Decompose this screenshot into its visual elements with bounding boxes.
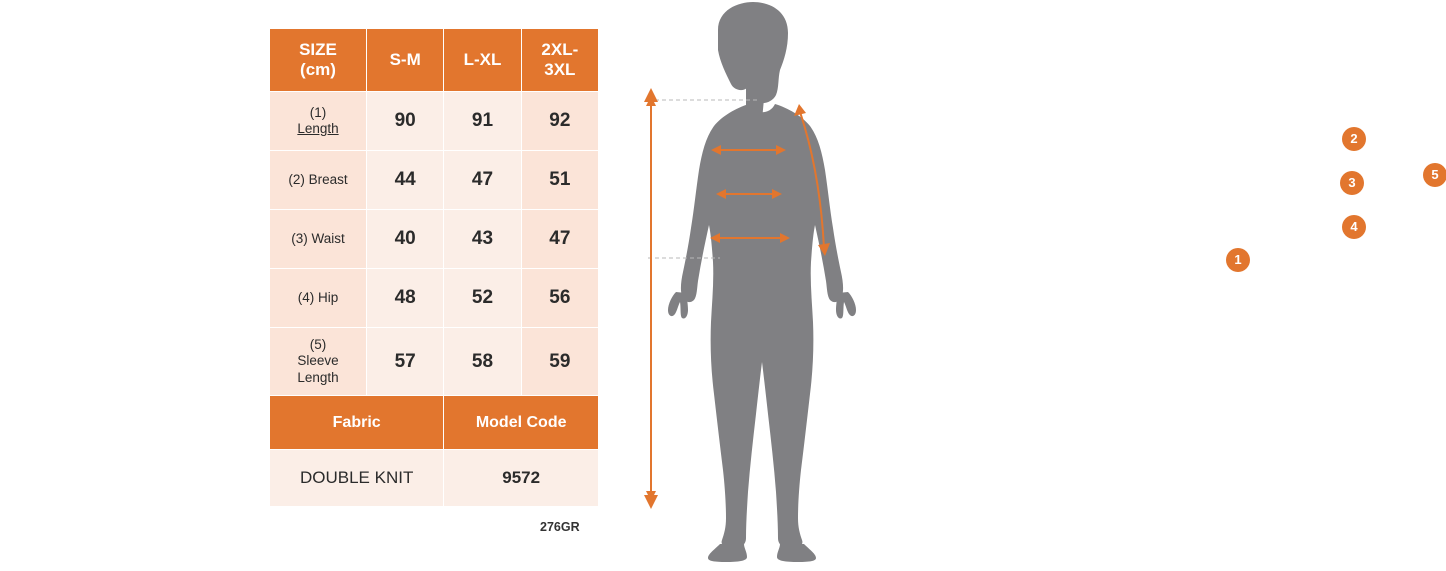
- header-size: [270, 29, 367, 92]
- table-header-row: [270, 29, 599, 92]
- marker-2: 2: [1343, 128, 1365, 150]
- cell-sleeve-2xl3xl: 59: [521, 328, 598, 396]
- cell-hip-lxl: 52: [444, 269, 521, 328]
- header-size-line2: (cm): [300, 60, 336, 79]
- header-model-code: Model Code: [444, 396, 599, 450]
- cell-length-sm: 90: [367, 92, 444, 151]
- marker-5: 5: [1424, 164, 1446, 186]
- row-label-line1: (4) Hip: [297, 289, 339, 305]
- row-label-waist: [270, 210, 367, 269]
- row-label-line1: (1): [309, 104, 327, 120]
- fabric-weight-note: 276GR: [540, 520, 580, 534]
- row-label-sleeve-length: [270, 328, 367, 396]
- cell-breast-sm: 44: [367, 151, 444, 210]
- model-figure-diagram: [610, 0, 1439, 571]
- cell-length-lxl: 91: [444, 92, 521, 151]
- cell-waist-lxl: 43: [444, 210, 521, 269]
- cell-hip-2xl3xl: 56: [521, 269, 598, 328]
- header-2xl-line1: 2XL-: [541, 40, 579, 60]
- cell-hip-sm: 48: [367, 269, 444, 328]
- row-label-line1: (2) Breast: [288, 171, 348, 187]
- table-row: [270, 151, 599, 210]
- cell-model-code-value: 9572: [444, 450, 599, 507]
- marker-3: 3: [1341, 172, 1363, 194]
- cell-sleeve-lxl: 58: [444, 328, 521, 396]
- row-label-line3: Length: [297, 369, 339, 385]
- cell-sleeve-sm: 57: [367, 328, 444, 396]
- cell-fabric-value: DOUBLE KNIT: [270, 450, 444, 507]
- row-label-length: [270, 92, 367, 151]
- cell-waist-sm: 40: [367, 210, 444, 269]
- table-row: [270, 328, 599, 396]
- row-label-hip: [270, 269, 367, 328]
- table-row: [270, 210, 599, 269]
- figure-svg: [610, 0, 910, 571]
- row-label-line1: (5): [309, 337, 327, 353]
- header-size-line1: SIZE: [299, 40, 337, 60]
- cell-breast-lxl: 47: [444, 151, 521, 210]
- header-sm: S-M: [367, 29, 444, 92]
- header-2xl-3xl: [521, 29, 598, 92]
- table-row: [270, 92, 599, 151]
- header-fabric: Fabric: [270, 396, 444, 450]
- female-silhouette-icon: [668, 2, 856, 562]
- row-label-line1: (3) Waist: [291, 230, 345, 246]
- row-label-line2: Sleeve: [297, 353, 339, 369]
- cell-length-2xl3xl: 92: [521, 92, 598, 151]
- marker-4: 4: [1343, 216, 1365, 238]
- marker-1: 1: [1227, 249, 1249, 271]
- size-chart-table: [269, 28, 599, 507]
- header-2xl-line2: 3XL: [544, 60, 576, 79]
- fabric-model-value-row: [270, 450, 599, 507]
- cell-waist-2xl3xl: 47: [521, 210, 598, 269]
- row-label-line2: Length: [297, 121, 339, 136]
- cell-breast-2xl3xl: 51: [521, 151, 598, 210]
- table-row: [270, 269, 599, 328]
- header-lxl: L-XL: [444, 29, 521, 92]
- fabric-model-header-row: [270, 396, 599, 450]
- row-label-breast: [270, 151, 367, 210]
